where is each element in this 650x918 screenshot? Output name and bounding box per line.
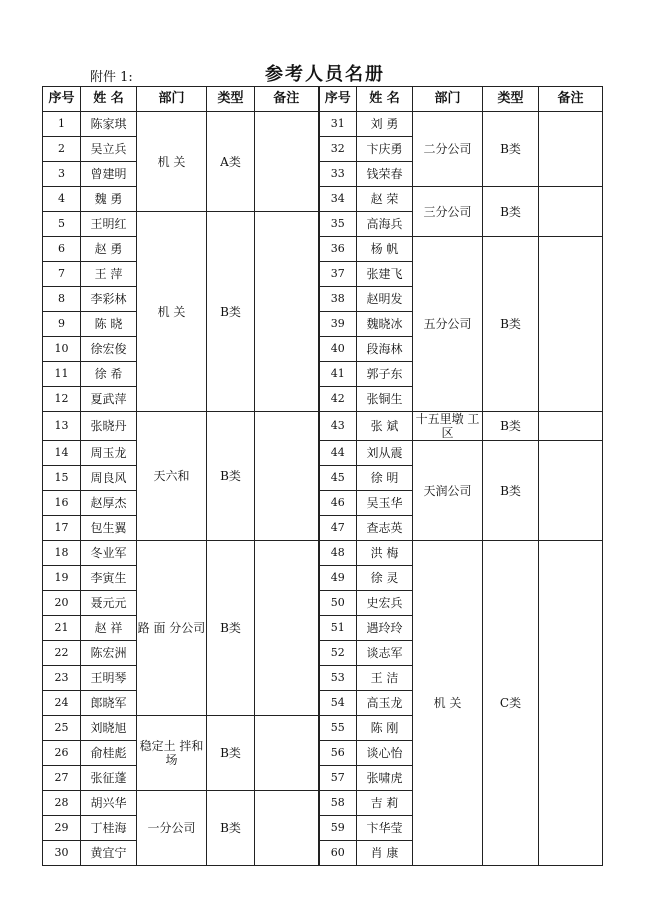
name-cell-right: 张建飞 — [357, 262, 413, 287]
header-name-right: 姓 名 — [357, 87, 413, 112]
name-cell-right: 张 斌 — [357, 412, 413, 441]
name-cell-right: 刘从震 — [357, 441, 413, 466]
seq-cell: 19 — [43, 566, 81, 591]
name-cell-right: 卞庆勇 — [357, 137, 413, 162]
seq-cell-right: 44 — [319, 441, 357, 466]
name-cell: 郎晓军 — [81, 691, 137, 716]
dept-cell-right: 五分公司 — [413, 237, 483, 412]
table-row — [43, 541, 603, 566]
seq-cell-right: 47 — [319, 516, 357, 541]
name-cell: 王 萍 — [81, 262, 137, 287]
dept-cell-right: 三分公司 — [413, 187, 483, 237]
note-cell-right — [539, 112, 603, 187]
seq-cell: 6 — [43, 237, 81, 262]
dept-cell: 机 关 — [137, 112, 207, 212]
type-cell-right: B类 — [483, 112, 539, 187]
name-cell: 夏武萍 — [81, 387, 137, 412]
name-cell: 李彩林 — [81, 287, 137, 312]
seq-cell: 18 — [43, 541, 81, 566]
name-cell: 陈家琪 — [81, 112, 137, 137]
page-title: 参考人员名册 — [265, 64, 385, 85]
name-cell-right: 王 洁 — [357, 666, 413, 691]
name-cell: 王明琴 — [81, 666, 137, 691]
name-cell-right: 杨 帆 — [357, 237, 413, 262]
name-cell: 徐宏俊 — [81, 337, 137, 362]
seq-cell-right: 39 — [319, 312, 357, 337]
seq-cell: 22 — [43, 641, 81, 666]
name-cell-right: 赵明发 — [357, 287, 413, 312]
seq-cell-right: 42 — [319, 387, 357, 412]
note-cell — [255, 716, 319, 791]
seq-cell-right: 52 — [319, 641, 357, 666]
seq-cell: 17 — [43, 516, 81, 541]
dept-cell: 天六和 — [137, 412, 207, 541]
header-note: 备注 — [255, 87, 319, 112]
name-cell-right: 郭子东 — [357, 362, 413, 387]
name-cell: 包生翼 — [81, 516, 137, 541]
seq-cell-right: 60 — [319, 841, 357, 866]
header-dept-right: 部门 — [413, 87, 483, 112]
seq-cell-right: 53 — [319, 666, 357, 691]
name-cell-right: 徐 明 — [357, 466, 413, 491]
name-cell-right: 徐 灵 — [357, 566, 413, 591]
name-cell-right: 谈志军 — [357, 641, 413, 666]
name-cell: 陈宏洲 — [81, 641, 137, 666]
name-cell: 聂元元 — [81, 591, 137, 616]
name-cell-right: 高玉龙 — [357, 691, 413, 716]
note-cell — [255, 791, 319, 866]
header-type-right: 类型 — [483, 87, 539, 112]
seq-cell-right: 58 — [319, 791, 357, 816]
dept-cell: 路 面 分公司 — [137, 541, 207, 716]
seq-cell: 4 — [43, 187, 81, 212]
header-type: 类型 — [207, 87, 255, 112]
seq-cell: 29 — [43, 816, 81, 841]
name-cell: 俞桂彪 — [81, 741, 137, 766]
name-cell-right: 钱荣春 — [357, 162, 413, 187]
name-cell-right: 肖 康 — [357, 841, 413, 866]
name-cell: 赵 勇 — [81, 237, 137, 262]
name-cell: 李寅生 — [81, 566, 137, 591]
dept-cell: 机 关 — [137, 212, 207, 412]
seq-cell: 11 — [43, 362, 81, 387]
seq-cell-right: 43 — [319, 412, 357, 441]
seq-cell: 25 — [43, 716, 81, 741]
seq-cell-right: 50 — [319, 591, 357, 616]
type-cell-right: B类 — [483, 187, 539, 237]
name-cell: 陈 晓 — [81, 312, 137, 337]
name-cell-right: 谈心怡 — [357, 741, 413, 766]
name-cell: 魏 勇 — [81, 187, 137, 212]
name-cell: 张征蓬 — [81, 766, 137, 791]
table-row — [43, 237, 603, 262]
note-cell-right — [539, 237, 603, 412]
seq-cell: 24 — [43, 691, 81, 716]
type-cell-right: B类 — [483, 441, 539, 541]
seq-cell-right: 54 — [319, 691, 357, 716]
name-cell-right: 魏晓冰 — [357, 312, 413, 337]
note-cell-right — [539, 412, 603, 441]
seq-cell-right: 40 — [319, 337, 357, 362]
type-cell: A类 — [207, 112, 255, 212]
seq-cell-right: 49 — [319, 566, 357, 591]
seq-cell: 9 — [43, 312, 81, 337]
header-dept: 部门 — [137, 87, 207, 112]
name-cell-right: 查志英 — [357, 516, 413, 541]
name-cell: 吴立兵 — [81, 137, 137, 162]
name-cell: 赵 祥 — [81, 616, 137, 641]
seq-cell: 2 — [43, 137, 81, 162]
seq-cell: 15 — [43, 466, 81, 491]
table-row — [43, 112, 603, 137]
header-seq-right: 序号 — [319, 87, 357, 112]
table-row — [43, 441, 603, 466]
note-cell — [255, 412, 319, 541]
dept-cell-right: 天润公司 — [413, 441, 483, 541]
seq-cell-right: 57 — [319, 766, 357, 791]
type-cell: B类 — [207, 412, 255, 541]
seq-cell: 8 — [43, 287, 81, 312]
header-name: 姓 名 — [81, 87, 137, 112]
note-cell — [255, 112, 319, 212]
name-cell-right: 洪 梅 — [357, 541, 413, 566]
type-cell-right: C类 — [483, 541, 539, 866]
table-row — [43, 187, 603, 212]
name-cell: 丁桂海 — [81, 816, 137, 841]
seq-cell-right: 55 — [319, 716, 357, 741]
name-cell: 王明红 — [81, 212, 137, 237]
seq-cell: 20 — [43, 591, 81, 616]
name-cell: 周玉龙 — [81, 441, 137, 466]
name-cell-right: 段海林 — [357, 337, 413, 362]
name-cell: 赵厚杰 — [81, 491, 137, 516]
name-cell: 刘晓旭 — [81, 716, 137, 741]
seq-cell: 5 — [43, 212, 81, 237]
seq-cell-right: 56 — [319, 741, 357, 766]
seq-cell-right: 45 — [319, 466, 357, 491]
note-cell — [255, 212, 319, 412]
seq-cell: 21 — [43, 616, 81, 641]
note-cell-right — [539, 541, 603, 866]
name-cell: 张晓丹 — [81, 412, 137, 441]
seq-cell: 27 — [43, 766, 81, 791]
seq-cell-right: 59 — [319, 816, 357, 841]
seq-cell-right: 31 — [319, 112, 357, 137]
name-cell-right: 赵 荣 — [357, 187, 413, 212]
seq-cell-right: 46 — [319, 491, 357, 516]
roster-table — [42, 86, 603, 866]
seq-cell-right: 33 — [319, 162, 357, 187]
seq-cell-right: 32 — [319, 137, 357, 162]
seq-cell: 10 — [43, 337, 81, 362]
seq-cell: 30 — [43, 841, 81, 866]
name-cell-right: 卞华莹 — [357, 816, 413, 841]
seq-cell-right: 48 — [319, 541, 357, 566]
attachment-label: 附件 1: — [90, 70, 133, 85]
note-cell-right — [539, 187, 603, 237]
table-row — [43, 412, 603, 441]
seq-cell-right: 51 — [319, 616, 357, 641]
note-cell-right — [539, 441, 603, 541]
dept-cell: 稳定土 拌和场 — [137, 716, 207, 791]
seq-cell: 13 — [43, 412, 81, 441]
seq-cell: 14 — [43, 441, 81, 466]
type-cell: B类 — [207, 716, 255, 791]
name-cell-right: 高海兵 — [357, 212, 413, 237]
seq-cell-right: 41 — [319, 362, 357, 387]
name-cell: 黄宜宁 — [81, 841, 137, 866]
dept-cell-right: 二分公司 — [413, 112, 483, 187]
name-cell: 徐 希 — [81, 362, 137, 387]
name-cell: 胡兴华 — [81, 791, 137, 816]
dept-cell-right: 机 关 — [413, 541, 483, 866]
seq-cell: 16 — [43, 491, 81, 516]
dept-cell: 一分公司 — [137, 791, 207, 866]
seq-cell: 23 — [43, 666, 81, 691]
type-cell: B类 — [207, 541, 255, 716]
name-cell-right: 遇玲玲 — [357, 616, 413, 641]
seq-cell-right: 35 — [319, 212, 357, 237]
seq-cell-right: 38 — [319, 287, 357, 312]
name-cell-right: 陈 刚 — [357, 716, 413, 741]
name-cell: 曾建明 — [81, 162, 137, 187]
seq-cell: 28 — [43, 791, 81, 816]
type-cell: B类 — [207, 212, 255, 412]
name-cell-right: 张铜生 — [357, 387, 413, 412]
name-cell-right: 史宏兵 — [357, 591, 413, 616]
name-cell-right: 张啸虎 — [357, 766, 413, 791]
seq-cell: 3 — [43, 162, 81, 187]
seq-cell: 1 — [43, 112, 81, 137]
seq-cell-right: 36 — [319, 237, 357, 262]
note-cell — [255, 541, 319, 716]
type-cell-right: B类 — [483, 412, 539, 441]
seq-cell: 12 — [43, 387, 81, 412]
type-cell: B类 — [207, 791, 255, 866]
name-cell: 冬业军 — [81, 541, 137, 566]
header-row — [43, 87, 603, 112]
seq-cell-right: 37 — [319, 262, 357, 287]
header-seq: 序号 — [43, 87, 81, 112]
seq-cell-right: 34 — [319, 187, 357, 212]
name-cell-right: 吴玉华 — [357, 491, 413, 516]
seq-cell: 26 — [43, 741, 81, 766]
name-cell-right: 吉 莉 — [357, 791, 413, 816]
type-cell-right: B类 — [483, 237, 539, 412]
name-cell: 周良风 — [81, 466, 137, 491]
header-note-right: 备注 — [539, 87, 603, 112]
dept-cell-right: 十五里墩 工 区 — [413, 412, 483, 441]
name-cell-right: 刘 勇 — [357, 112, 413, 137]
seq-cell: 7 — [43, 262, 81, 287]
